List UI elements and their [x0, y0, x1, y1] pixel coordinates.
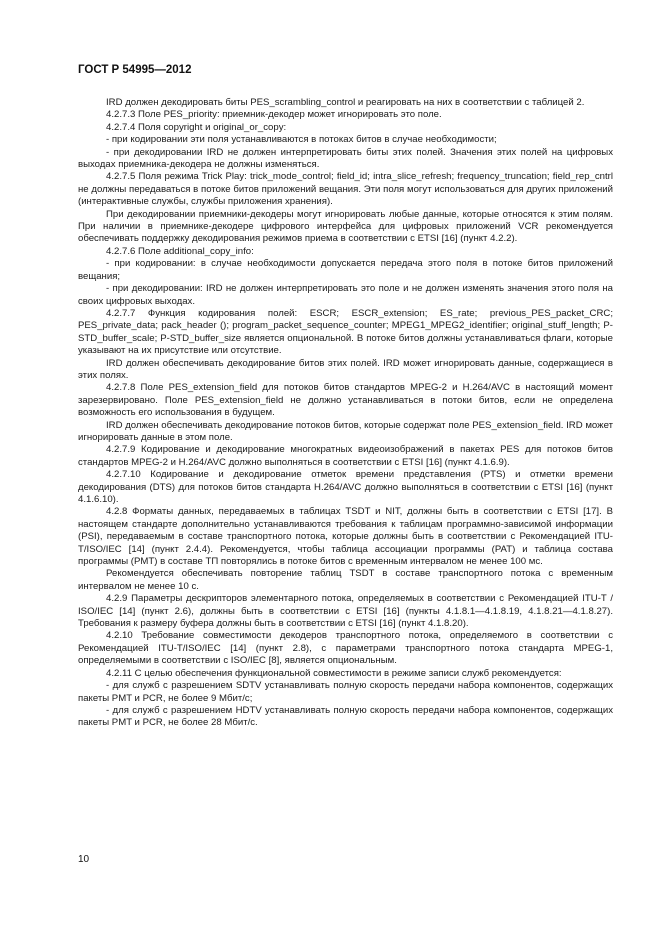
paragraph: 4.2.8 Форматы данных, передаваемых в таблицах TSDT и NIT, должны быть в соответствии с ETSI [17]. В настоящем стандарте дополнительно устанавливаются требования к таблицам программно-зависимой информации (PSI), передаваемым в составе транспортного потока, которые должны быть в соответствии с Рекомендацией ITU-T/ISO/IEC [14] (пункт 2.4.4). Рекомендуется, чтобы таблица ассоциации программы (PAT) и таблица состава программы (PMT) в составе ТП повторялись в потоке битов с временным интервалом не менее 100 мс. — [78, 506, 613, 568]
paragraph: 4.2.7.3 Поле PES_priority: приемник-декодер может игнорировать это поле. — [106, 109, 442, 121]
paragraph: - при кодировании эти поля устанавливаются в потоках битов в случае необходимости; — [106, 134, 497, 146]
paragraph: - для служб с разрешением SDTV устанавливать полную скорость передачи набора компонентов, содержащих пакеты PMT и PCR, не более 9 Мбит/с; — [78, 680, 613, 704]
document-header: ГОСТ Р 54995—2012 — [78, 64, 192, 76]
paragraph: 4.2.10 Требование совместимости декодеров транспортного потока, определяемого в соответствии с Рекомендацией ITU-T/ISO/IEC [14] (пункт 2.8), с параметрами транспортного потока стандарта MPEG-1, определяемыми в соответствии с ISO/IEC [8], является опциональным. — [78, 630, 613, 667]
paragraph: IRD должен обеспечивать декодирование битов этих полей. IRD может игнорировать данные, содержащиеся в этих полях. — [78, 357, 613, 381]
paragraph: - для служб с разрешением HDTV устанавливать полную скорость передачи набора компонентов, содержащих пакеты PMT и PCR, не более 28 Мбит/с. — [78, 704, 613, 729]
paragraph: 4.2.7.7 Функция кодирования полей: ESCR; ESCR_extension; ES_rate; previous_PES_packet_CRC; PES_private_data; pack_header (); program_packet_sequence_counter; MPEG1_MPEG2_identifier; original_stuff_length; P-STD_buffer_scale; P-STD_buffer_size является опциональной. В потоке битов должны устанавливаться флаги, которые указывают на их присутствие или отсутствие. — [78, 307, 613, 357]
paragraph: - при декодировании IRD не должен интерпретировать биты этих полей. Значения этих полей на цифровых выходах приемника-декодера не должны изменяться. — [78, 146, 613, 171]
page-number: 10 — [78, 854, 90, 865]
paragraph: 4.2.7.6 Поле additional_copy_info: — [106, 245, 254, 257]
paragraph: 4.2.7.9 Кодирование и декодирование многократных видеоизображений в пакетах PES для потоков битов стандартов MPEG-2 и H.264/AVC должно выполняться в соответствии с ETSI [16] (пункт 4.1.6.9). — [78, 444, 613, 468]
paragraph: При декодировании приемники-декодеры могут игнорировать любые данные, которые относятся к этим полям. При наличии в приемнике-декодере цифрового интерфейса для цифровых приложений VCR рекомендуется обеспечивать поддержку декодирования режимов приема в соответствии с ETSI [16] (пункт 4.2.2). — [78, 208, 613, 245]
paragraph: 4.2.7.8 Поле PES_extension_field для потоков битов стандартов MPEG-2 и H.264/AVC в настоящий момент зарезервировано. Поле PES_extension_field не должно устанавливаться в потоки битов, если не определена возможность его использования в будущем. — [78, 382, 613, 419]
paragraph: IRD должен декодировать биты PES_scrambling_control и реагировать на них в соответствии с таблицей 2. — [106, 97, 585, 108]
paragraph: IRD должен обеспечивать декодирование потоков битов, которые содержат поле PES_extension_field. IRD может игнорировать данные в этом поле. — [78, 419, 613, 443]
paragraph: 4.2.7.5 Поля режима Trick Play: trick_mode_control; field_id; intra_slice_refresh; frequency_truncation; field_rep_cntrl не должны передаваться в потоке битов приложений вещания. Эти поля могут использоваться для других приложений (интерактивные службы, службы приложения хранения). — [78, 171, 613, 208]
paragraph: 4.2.9 Параметры дескрипторов элементарного потока, определяемых в соответствии с Рекомендацией ITU-T / ISO/IEC [14] (пункт 2.6), должны быть в соответствии с ETSI [16] (пункты 4.1.8.1—4.1.8.19, 4.1.8.21—4.1.8.27). Требования к размеру буфера должны быть в соответствии с ETSI [16] (пункт 4.1.8.20). — [78, 593, 613, 630]
paragraph: 4.2.7.10 Кодирование и декодирование отметок времени представления (PTS) и отметки времени декодирования (DTS) для потоков битов стандарта H.264/AVC должно выполняться в соответствии с ETSI [16] (пункт 4.1.6.10). — [78, 469, 613, 505]
paragraph: - при кодировании: в случае необходимости допускается передача этого поля в потоке битов приложений вещания; — [78, 258, 613, 282]
paragraph: 4.2.11 С целью обеспечения функциональной совместимости в режиме записи служб рекомендуется: — [106, 667, 562, 679]
paragraph: - при декодировании: IRD не должен интерпретировать это поле и не должен изменять значения этого поля на своих цифровых выходах. — [78, 283, 613, 307]
document-body — [78, 97, 613, 730]
paragraph: 4.2.7.4 Поля copyright и original_or_copy: — [106, 121, 287, 133]
paragraph: Рекомендуется обеспечивать повторение таблиц TSDT в составе транспортного потока с временным интервалом не менее 10 с. — [78, 568, 613, 592]
